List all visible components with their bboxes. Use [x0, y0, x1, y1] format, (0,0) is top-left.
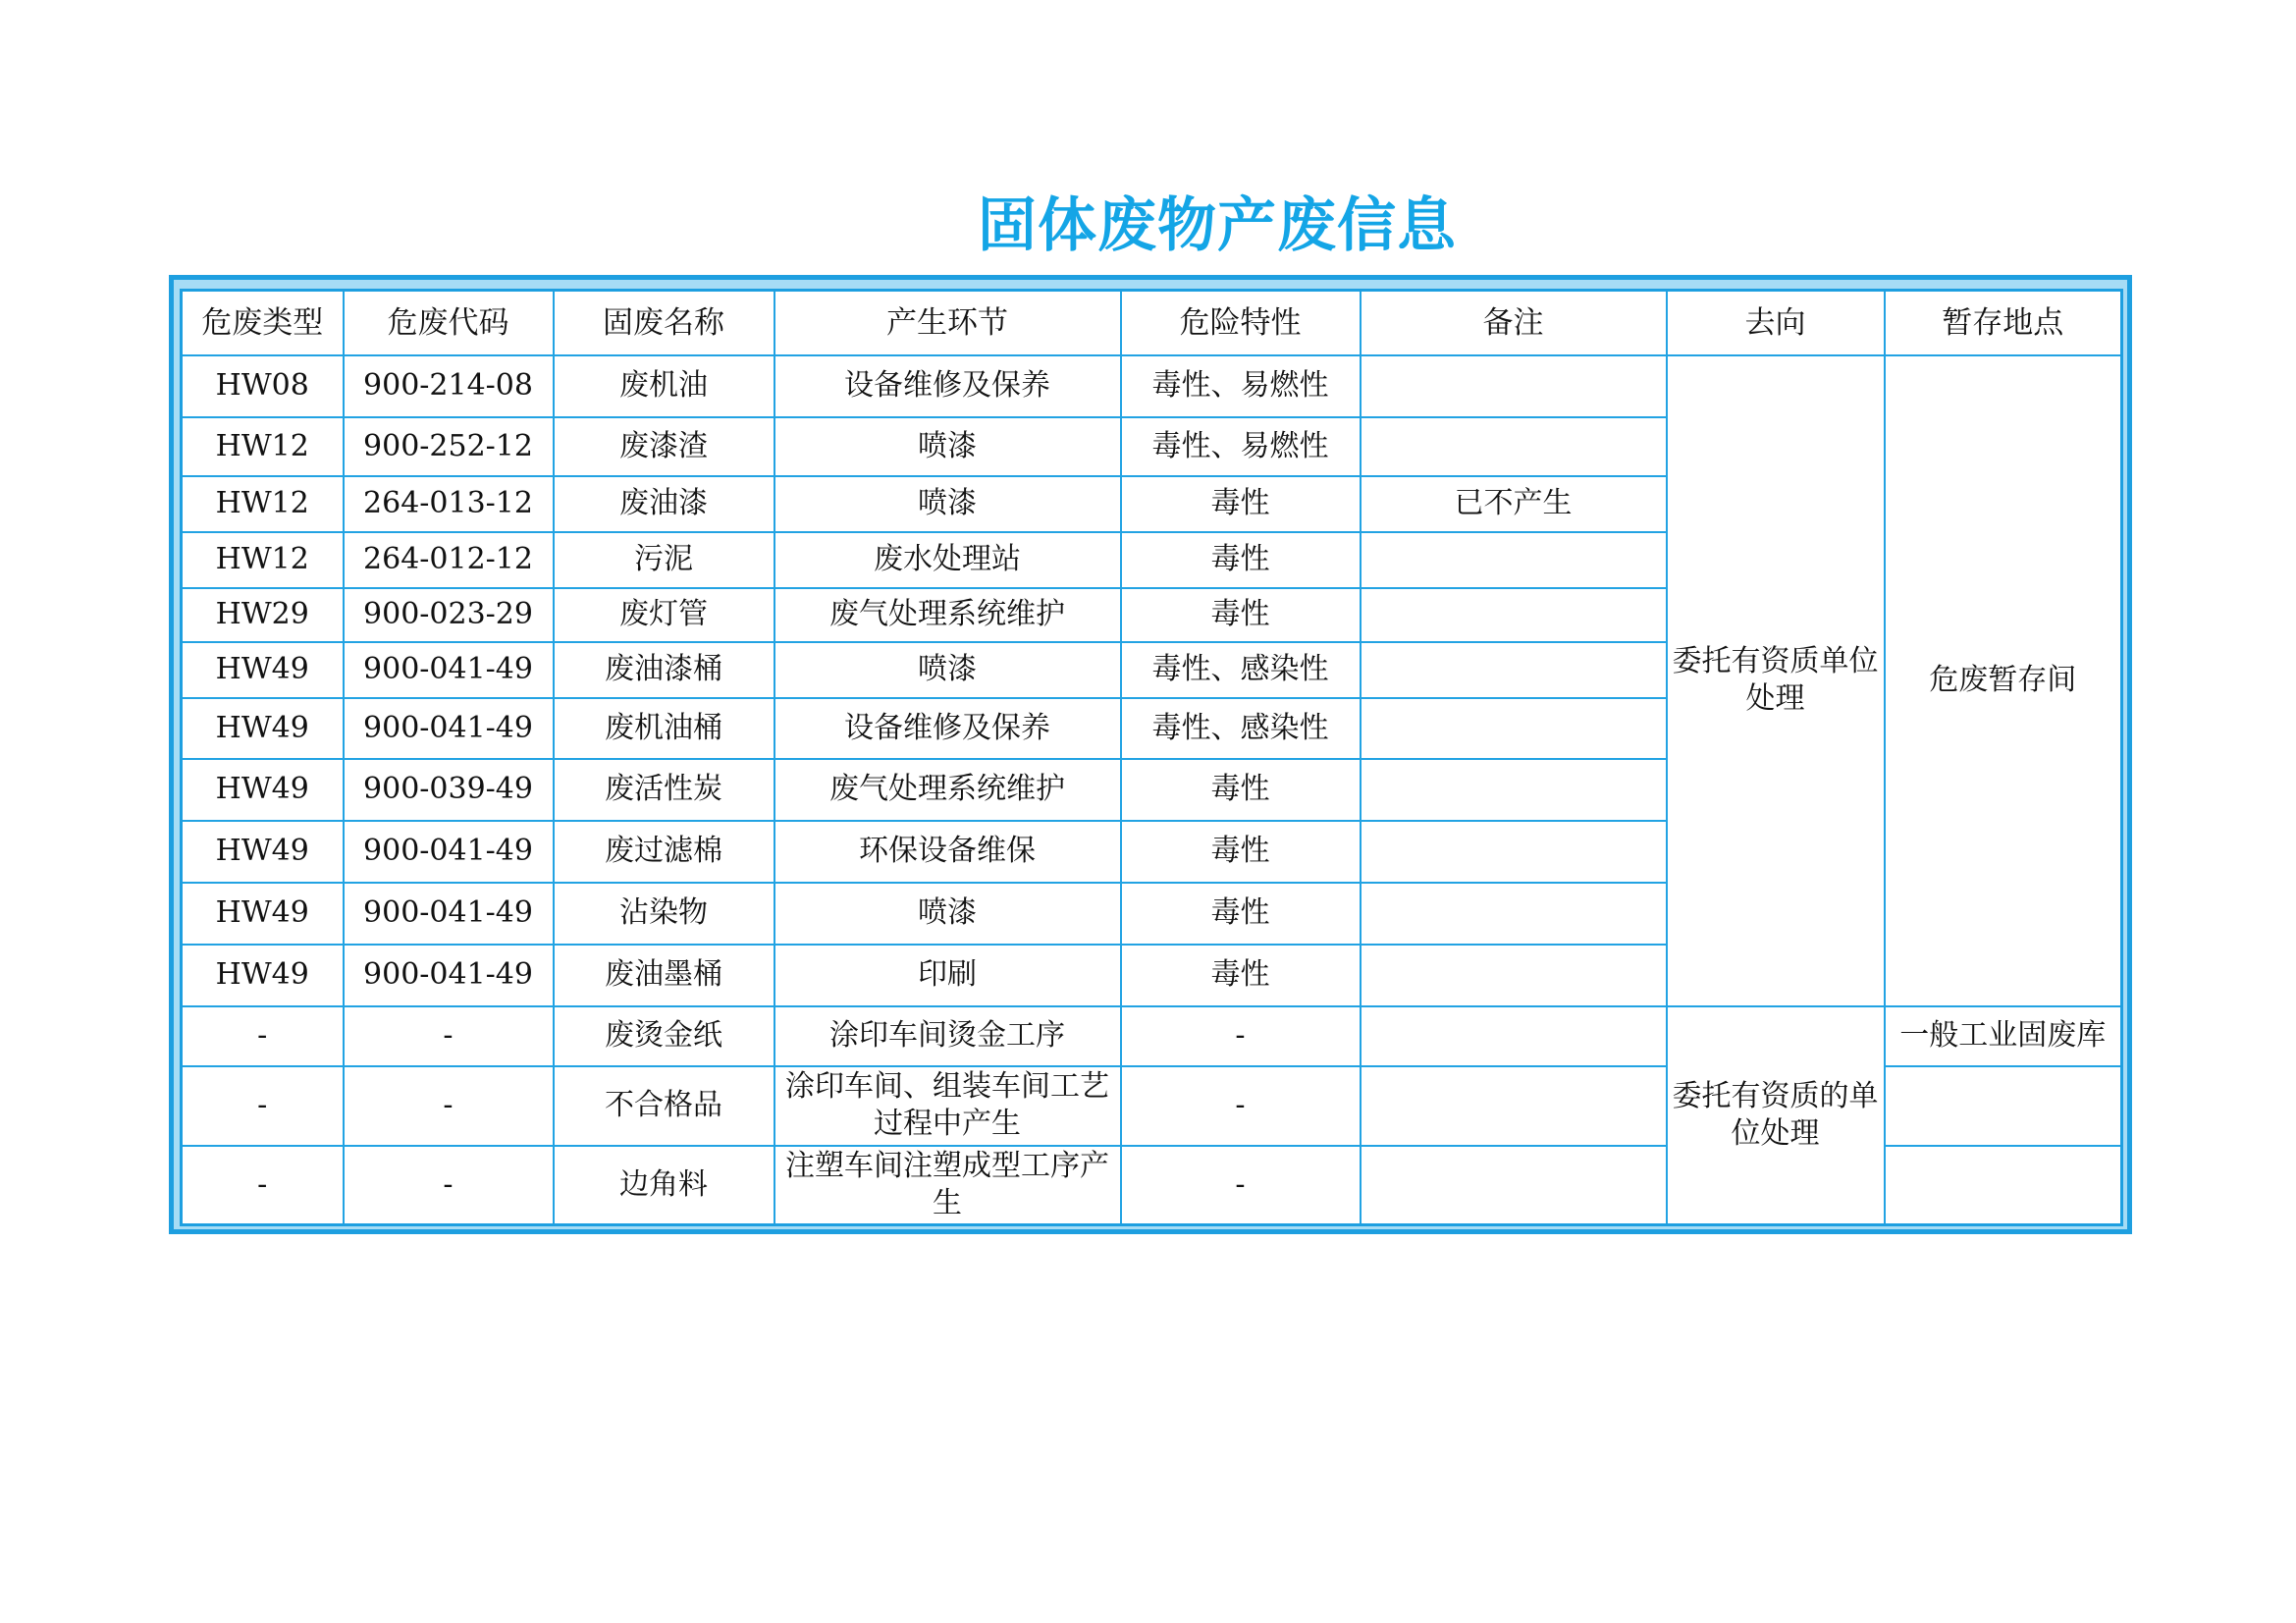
cell-hazard: 毒性 [1121, 588, 1361, 642]
cell-name: 沾染物 [554, 883, 774, 945]
cell-code: 900-041-49 [344, 642, 554, 698]
cell-hazard: 毒性、感染性 [1121, 642, 1361, 698]
cell-hazard: 毒性 [1121, 532, 1361, 588]
cell-remark [1361, 588, 1667, 642]
cell-remark [1361, 532, 1667, 588]
cell-process: 环保设备维保 [774, 821, 1121, 883]
header-hazard: 危险特性 [1121, 291, 1361, 355]
cell-process: 废气处理系统维护 [774, 588, 1121, 642]
cell-remark [1361, 883, 1667, 945]
cell-process: 喷漆 [774, 642, 1121, 698]
cell-code: 264-013-12 [344, 476, 554, 532]
cell-name: 污泥 [554, 532, 774, 588]
cell-type: HW12 [182, 532, 344, 588]
cell-type: HW29 [182, 588, 344, 642]
cell-name: 不合格品 [554, 1066, 774, 1146]
cell-process: 印刷 [774, 945, 1121, 1006]
cell-remark [1361, 945, 1667, 1006]
cell-type: HW12 [182, 476, 344, 532]
header-code: 危废代码 [344, 291, 554, 355]
cell-type: HW49 [182, 883, 344, 945]
cell-remark [1361, 417, 1667, 476]
header-process: 产生环节 [774, 291, 1121, 355]
cell-remark [1361, 355, 1667, 417]
cell-code: 900-252-12 [344, 417, 554, 476]
cell-remark [1361, 1146, 1667, 1225]
cell-hazard: - [1121, 1006, 1361, 1066]
cell-type: - [182, 1006, 344, 1066]
cell-process: 喷漆 [774, 883, 1121, 945]
cell-hazard: 毒性 [1121, 883, 1361, 945]
cell-type: HW12 [182, 417, 344, 476]
cell-hazard: 毒性、易燃性 [1121, 355, 1361, 417]
cell-remark [1361, 821, 1667, 883]
cell-process: 注塑车间注塑成型工序产生 [774, 1146, 1121, 1225]
cell-name: 废过滤棉 [554, 821, 774, 883]
cell-remark [1361, 1006, 1667, 1066]
cell-process: 喷漆 [774, 476, 1121, 532]
cell-process: 涂印车间、组装车间工艺过程中产生 [774, 1066, 1121, 1146]
cell-type: - [182, 1146, 344, 1225]
cell-type: - [182, 1066, 344, 1146]
cell-destination-hazardous: 委托有资质单位处理 [1667, 355, 1885, 1006]
cell-code: - [344, 1066, 554, 1146]
table-row [182, 355, 2122, 417]
header-name: 固废名称 [554, 291, 774, 355]
cell-destination-general: 委托有资质的单位处理 [1667, 1006, 1885, 1225]
cell-remark [1361, 642, 1667, 698]
cell-type: HW49 [182, 821, 344, 883]
cell-type: HW49 [182, 945, 344, 1006]
header-destination: 去向 [1667, 291, 1885, 355]
table-row [182, 1006, 2122, 1066]
cell-storage [1885, 1066, 2122, 1146]
cell-name: 边角料 [554, 1146, 774, 1225]
cell-code: 900-041-49 [344, 698, 554, 759]
cell-name: 废油漆 [554, 476, 774, 532]
cell-type: HW49 [182, 759, 344, 821]
cell-process: 涂印车间烫金工序 [774, 1006, 1121, 1066]
cell-name: 废油漆桶 [554, 642, 774, 698]
cell-code: 900-039-49 [344, 759, 554, 821]
table-header-row [182, 291, 2122, 355]
header-remark: 备注 [1361, 291, 1667, 355]
header-type: 危废类型 [182, 291, 344, 355]
cell-hazard: 毒性、易燃性 [1121, 417, 1361, 476]
cell-code: 900-214-08 [344, 355, 554, 417]
cell-storage-hazardous: 危废暂存间 [1885, 355, 2122, 1006]
cell-code: 900-041-49 [344, 821, 554, 883]
cell-type: HW08 [182, 355, 344, 417]
cell-name: 废烫金纸 [554, 1006, 774, 1066]
cell-hazard: 毒性 [1121, 821, 1361, 883]
cell-code: 900-041-49 [344, 883, 554, 945]
cell-process: 废气处理系统维护 [774, 759, 1121, 821]
cell-type: HW49 [182, 642, 344, 698]
cell-process: 设备维修及保养 [774, 698, 1121, 759]
cell-name: 废灯管 [554, 588, 774, 642]
cell-process: 废水处理站 [774, 532, 1121, 588]
cell-hazard: 毒性、感染性 [1121, 698, 1361, 759]
cell-name: 废漆渣 [554, 417, 774, 476]
cell-storage [1885, 1146, 2122, 1225]
cell-hazard: 毒性 [1121, 476, 1361, 532]
cell-code: 900-023-29 [344, 588, 554, 642]
cell-remark [1361, 759, 1667, 821]
cell-hazard: 毒性 [1121, 945, 1361, 1006]
cell-name: 废机油桶 [554, 698, 774, 759]
cell-code: 900-041-49 [344, 945, 554, 1006]
cell-hazard: 毒性 [1121, 759, 1361, 821]
cell-remark: 已不产生 [1361, 476, 1667, 532]
cell-remark [1361, 698, 1667, 759]
cell-process: 设备维修及保养 [774, 355, 1121, 417]
waste-info-table [180, 289, 2123, 1226]
cell-code: - [344, 1146, 554, 1225]
cell-name: 废活性炭 [554, 759, 774, 821]
cell-hazard: - [1121, 1146, 1361, 1225]
cell-process: 喷漆 [774, 417, 1121, 476]
cell-code: 264-012-12 [344, 532, 554, 588]
waste-table-container [180, 289, 2120, 1223]
cell-name: 废机油 [554, 355, 774, 417]
cell-name: 废油墨桶 [554, 945, 774, 1006]
cell-hazard: - [1121, 1066, 1361, 1146]
page-title: 固体废物产废信息 [978, 191, 1457, 260]
cell-type: HW49 [182, 698, 344, 759]
cell-storage-general: 一般工业固废库 [1885, 1006, 2122, 1066]
header-storage: 暂存地点 [1885, 291, 2122, 355]
cell-code: - [344, 1006, 554, 1066]
cell-remark [1361, 1066, 1667, 1146]
